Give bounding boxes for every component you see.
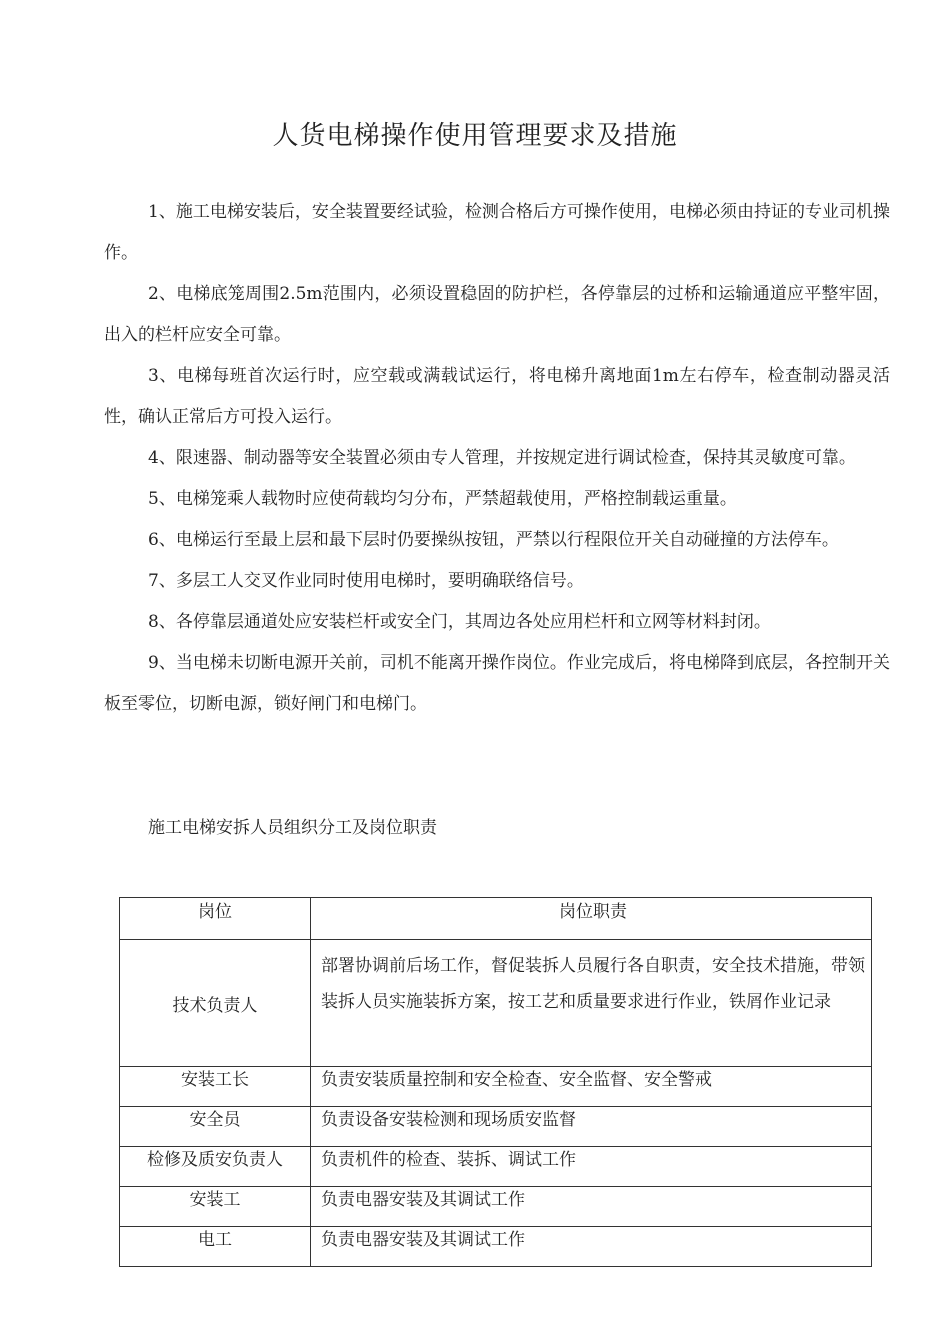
duty-table: [119, 897, 872, 1267]
role-cell: 电工: [120, 1227, 311, 1267]
role-cell: 检修及质安负责人: [120, 1147, 311, 1187]
duty-cell: 负责设备安装检测和现场质安监督: [311, 1107, 872, 1147]
table-header-row: [120, 898, 872, 940]
role-cell: 安装工: [120, 1187, 311, 1227]
duty-cell: 负责电器安装及其调试工作: [311, 1227, 872, 1267]
requirement-paragraph: 1、施工电梯安装后，安全装置要经试验，检测合格后方可操作使用，电梯必须由持证的专业司机操作。: [104, 202, 890, 263]
requirement-paragraph: 3、电梯每班首次运行时，应空载或满载试运行，将电梯升离地面1m左右停车，检查制动器灵活性，确认正常后方可投入运行。: [104, 366, 890, 427]
requirement-paragraph: 4、限速器、制动器等安全装置必须由专人管理，并按规定进行调试检查，保持其灵敏度可靠。: [148, 448, 856, 468]
requirement-paragraph: 9、当电梯未切断电源开关前，司机不能离开操作岗位。作业完成后，将电梯降到底层，各控制开关板至零位，切断电源，锁好闸门和电梯门。: [104, 653, 890, 714]
requirement-paragraph: 2、电梯底笼周围2.5m范围内，必须设置稳固的防护栏，各停靠层的过桥和运输通道应平整牢固，出入的栏杆应安全可靠。: [104, 284, 890, 345]
role-cell: 安全员: [120, 1107, 311, 1147]
page-title: 人货电梯操作使用管理要求及措施: [272, 121, 678, 151]
requirement-paragraph: 5、电梯笼乘人载物时应使荷载均匀分布，严禁超载使用，严格控制载运重量。: [148, 489, 737, 509]
requirement-paragraph: 7、多层工人交叉作业同时使用电梯时，要明确联络信号。: [148, 571, 584, 591]
table-row: [120, 1187, 872, 1227]
table-row: [120, 1147, 872, 1187]
duty-cell: 负责电器安装及其调试工作: [311, 1187, 872, 1227]
section-subheading: 施工电梯安拆人员组织分工及岗位职责: [148, 818, 437, 838]
header-role: 岗位: [120, 898, 311, 940]
requirement-paragraph: 8、各停靠层通道处应安装栏杆或安全门，其周边各处应用栏杆和立网等材料封闭。: [148, 612, 771, 632]
role-cell: 安装工长: [120, 1067, 311, 1107]
table-row: [120, 940, 872, 1067]
header-duty: 岗位职责: [311, 898, 872, 940]
table-row: [120, 1107, 872, 1147]
requirement-paragraph: 6、电梯运行至最上层和最下层时仍要操纵按钮，严禁以行程限位开关自动碰撞的方法停车。: [148, 530, 839, 550]
requirements-list: [104, 192, 890, 725]
duty-cell: 部署协调前后场工作，督促装拆人员履行各自职责，安全技术措施，带领装拆人员实施装拆方案，按工艺和质量要求进行作业，铁屑作业记录: [311, 940, 872, 1067]
duty-cell: 负责机件的检查、装拆、调试工作: [311, 1147, 872, 1187]
table-row: [120, 1067, 872, 1107]
duty-cell: 负责安装质量控制和安全检查、安全监督、安全警戒: [311, 1067, 872, 1107]
role-cell: 技术负责人: [120, 940, 311, 1067]
table-row: [120, 1227, 872, 1267]
